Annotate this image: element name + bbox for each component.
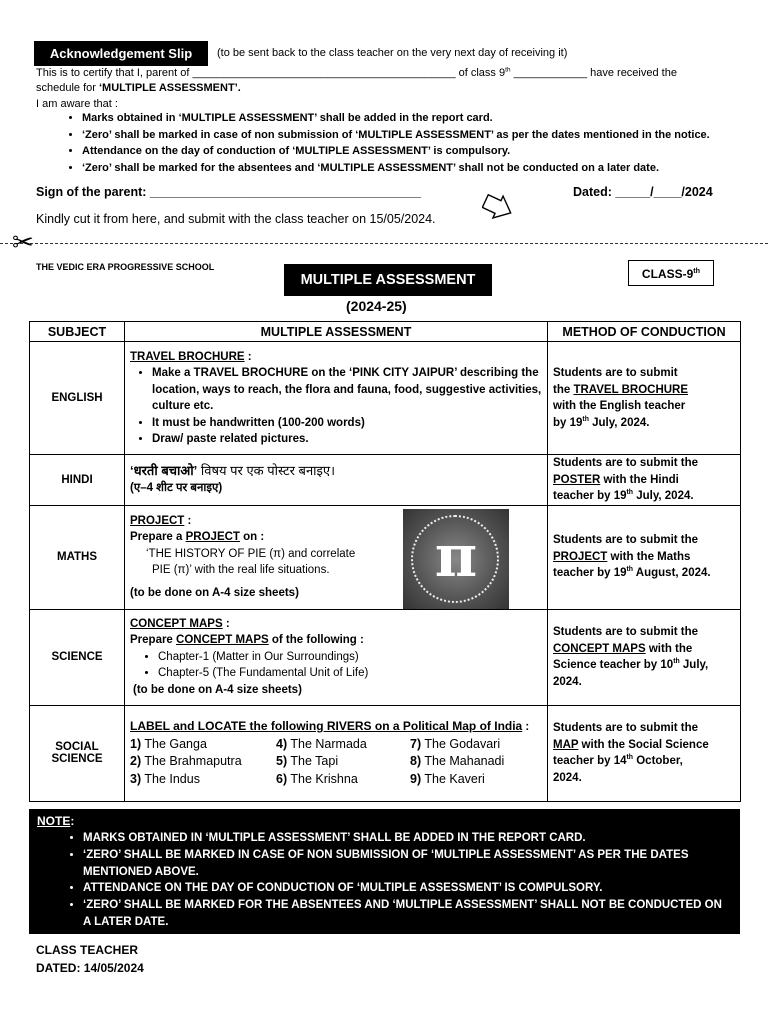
- english-method: Students are to submit the TRAVEL BROCHURE with the English teacher by 19th July, 2024.: [548, 342, 741, 455]
- note-block: [29, 809, 740, 934]
- note-title: NOTE:: [37, 814, 75, 828]
- subject-maths: MATHS: [30, 505, 125, 609]
- certify-text: This is to certify that I, parent of ___________________________________________ of class 9th ____________ have received the schedule for ‘MULTIPLE ASSESSMENT’.: [36, 66, 677, 94]
- slip-title: Acknowledgement Slip: [34, 41, 208, 66]
- english-task: TRAVEL BROCHURE : • Make a TRAVEL BROCHURE on the ‘PINK CITY JAIPUR’ describing the location, ways to reach, the flora and fauna, food, suggestive activities, culture etc. • It must be handwritten (100-200 words) • Draw/ paste related pictures.: [125, 342, 548, 455]
- maths-method: Students are to submit the PROJECT with the Maths teacher by 19th August, 2024.: [548, 505, 741, 609]
- list-item: • ‘Zero’ shall be marked in case of non submission of ‘MULTIPLE ASSESSMENT’ as per the dates mentioned in the notice.: [82, 127, 710, 144]
- page-title: MULTIPLE ASSESSMENT: [284, 264, 492, 296]
- list-item: • Attendance on the day of conduction of ‘MULTIPLE ASSESSMENT’ is compulsory.: [82, 143, 710, 160]
- list-item: 4) The Narmada: [276, 736, 367, 751]
- list-item: • ATTENDANCE ON THE DAY OF CONDUCTION OF ‘MULTIPLE ASSESSMENT’ IS COMPULSORY.: [83, 880, 732, 897]
- science-method: Students are to submit the CONCEPT MAPS with the Science teacher by 10th July, 2024.: [548, 609, 741, 705]
- list-item: 8) The Mahanadi: [410, 754, 505, 768]
- session-year: (2024-25): [346, 298, 407, 314]
- arrow-icon: [482, 194, 514, 220]
- class-teacher-signoff: CLASS TEACHER DATED: 14/05/2024: [36, 943, 144, 975]
- parent-sign: Sign of the parent: _______________________________________: [36, 185, 422, 199]
- slip-dated: Dated: _____/____/2024: [573, 185, 713, 199]
- list-item: • It must be handwritten (100-200 words): [152, 415, 542, 432]
- list-item: 6) The Krishna: [276, 771, 358, 786]
- aware-text: I am aware that :: [36, 98, 118, 110]
- social-task: LABEL and LOCATE the following RIVERS on a Political Map of India : 1) The Ganga 4) The Narmada 7) The Godavari 2) The Brahmaputra 5) The Tapi 8) The Mahanadi 3) The Indus 6) The Krishna 9) The Kaveri: [125, 705, 548, 801]
- list-item: 9) The Kaveri: [410, 771, 485, 786]
- class-badge: CLASS-9th: [628, 260, 714, 286]
- maths-task: PROJECT : Prepare a PROJECT on : ‘THE HISTORY OF PIE (π) and correlate PIE (π)’ with the real life situations. (to be done on A-4 size sheets) π: [125, 505, 548, 609]
- subject-science: SCIENCE: [30, 609, 125, 705]
- list-item: 7) The Godavari: [410, 736, 501, 751]
- subject-social-science: SOCIAL SCIENCE: [30, 705, 125, 801]
- assessment-table: [29, 321, 741, 802]
- pi-image: [403, 509, 509, 609]
- column-header: METHOD OF CONDUCTION: [548, 322, 741, 342]
- list-item: 1) The Ganga: [130, 736, 207, 751]
- cut-line: [0, 243, 768, 244]
- table-row: [30, 342, 741, 455]
- list-item: • Draw/ paste related pictures.: [152, 431, 542, 448]
- subject-hindi: HINDI: [30, 455, 125, 506]
- table-header-row: [30, 322, 741, 342]
- list-item: • Marks obtained in ‘MULTIPLE ASSESSMENT’ shall be added in the report card.: [82, 110, 710, 127]
- column-header: SUBJECT: [30, 322, 125, 342]
- table-row: [30, 505, 741, 609]
- list-item: • Make a TRAVEL BROCHURE on the ‘PINK CITY JAIPUR’ describing the location, ways to reach, the flora and fauna, food, suggestive activities, culture etc.: [152, 365, 542, 415]
- slip-points: [60, 110, 710, 176]
- column-header: MULTIPLE ASSESSMENT: [125, 322, 548, 342]
- school-name: THE VEDIC ERA PROGRESSIVE SCHOOL: [36, 262, 215, 272]
- science-task: CONCEPT MAPS : Prepare CONCEPT MAPS of the following : • Chapter-1 (Matter in Our Surroundings) • Chapter-5 (The Fundamental Unit of Life) (to be done on A-4 size sheets): [125, 609, 548, 705]
- list-item: • MARKS OBTAINED IN ‘MULTIPLE ASSESSMENT’ SHALL BE ADDED IN THE REPORT CARD.: [83, 830, 732, 847]
- list-item: 2) The Brahmaputra: [130, 754, 242, 768]
- note-points: [37, 830, 732, 931]
- social-method: Students are to submit the MAP with the Social Science teacher by 14th October, 2024.: [548, 705, 741, 801]
- table-row: [30, 455, 741, 506]
- table-row: [30, 609, 741, 705]
- list-item: • Chapter-5 (The Fundamental Unit of Life): [158, 665, 542, 682]
- list-item: • Chapter-1 (Matter in Our Surroundings): [158, 649, 542, 666]
- scissors-icon: ✂: [12, 227, 34, 257]
- pi-symbol: π: [434, 521, 478, 590]
- hindi-task: ‘धरती बचाओ’ विषय पर एक पोस्टर बनाइए। (ए–4 शीट पर बनाइए): [125, 455, 548, 506]
- hindi-method: Students are to submit the POSTER with the Hindi teacher by 19th July, 2024.: [548, 455, 741, 506]
- subject-english: ENGLISH: [30, 342, 125, 455]
- river-list: [130, 736, 542, 789]
- list-item: • ‘Zero’ shall be marked for the absentees and ‘MULTIPLE ASSESSMENT’ shall not be conducted on a later date.: [82, 160, 710, 177]
- table-row: [30, 705, 741, 801]
- slip-note: (to be sent back to the class teacher on the very next day of receiving it): [217, 47, 568, 59]
- cut-note: Kindly cut it from here, and submit with the class teacher on 15/05/2024.: [36, 212, 436, 226]
- list-item: • ‘ZERO’ SHALL BE MARKED FOR THE ABSENTEES AND ‘MULTIPLE ASSESSMENT’ SHALL NOT BE CONDUCTED ON A LATER DATE.: [83, 897, 732, 931]
- list-item: 5) The Tapi: [276, 754, 339, 768]
- list-item: • ‘ZERO’ SHALL BE MARKED IN CASE OF NON SUBMISSION OF ‘MULTIPLE ASSESSMENT’ AS PER THE DATES MENTIONED ABOVE.: [83, 847, 732, 881]
- list-item: 3) The Indus: [130, 771, 200, 786]
